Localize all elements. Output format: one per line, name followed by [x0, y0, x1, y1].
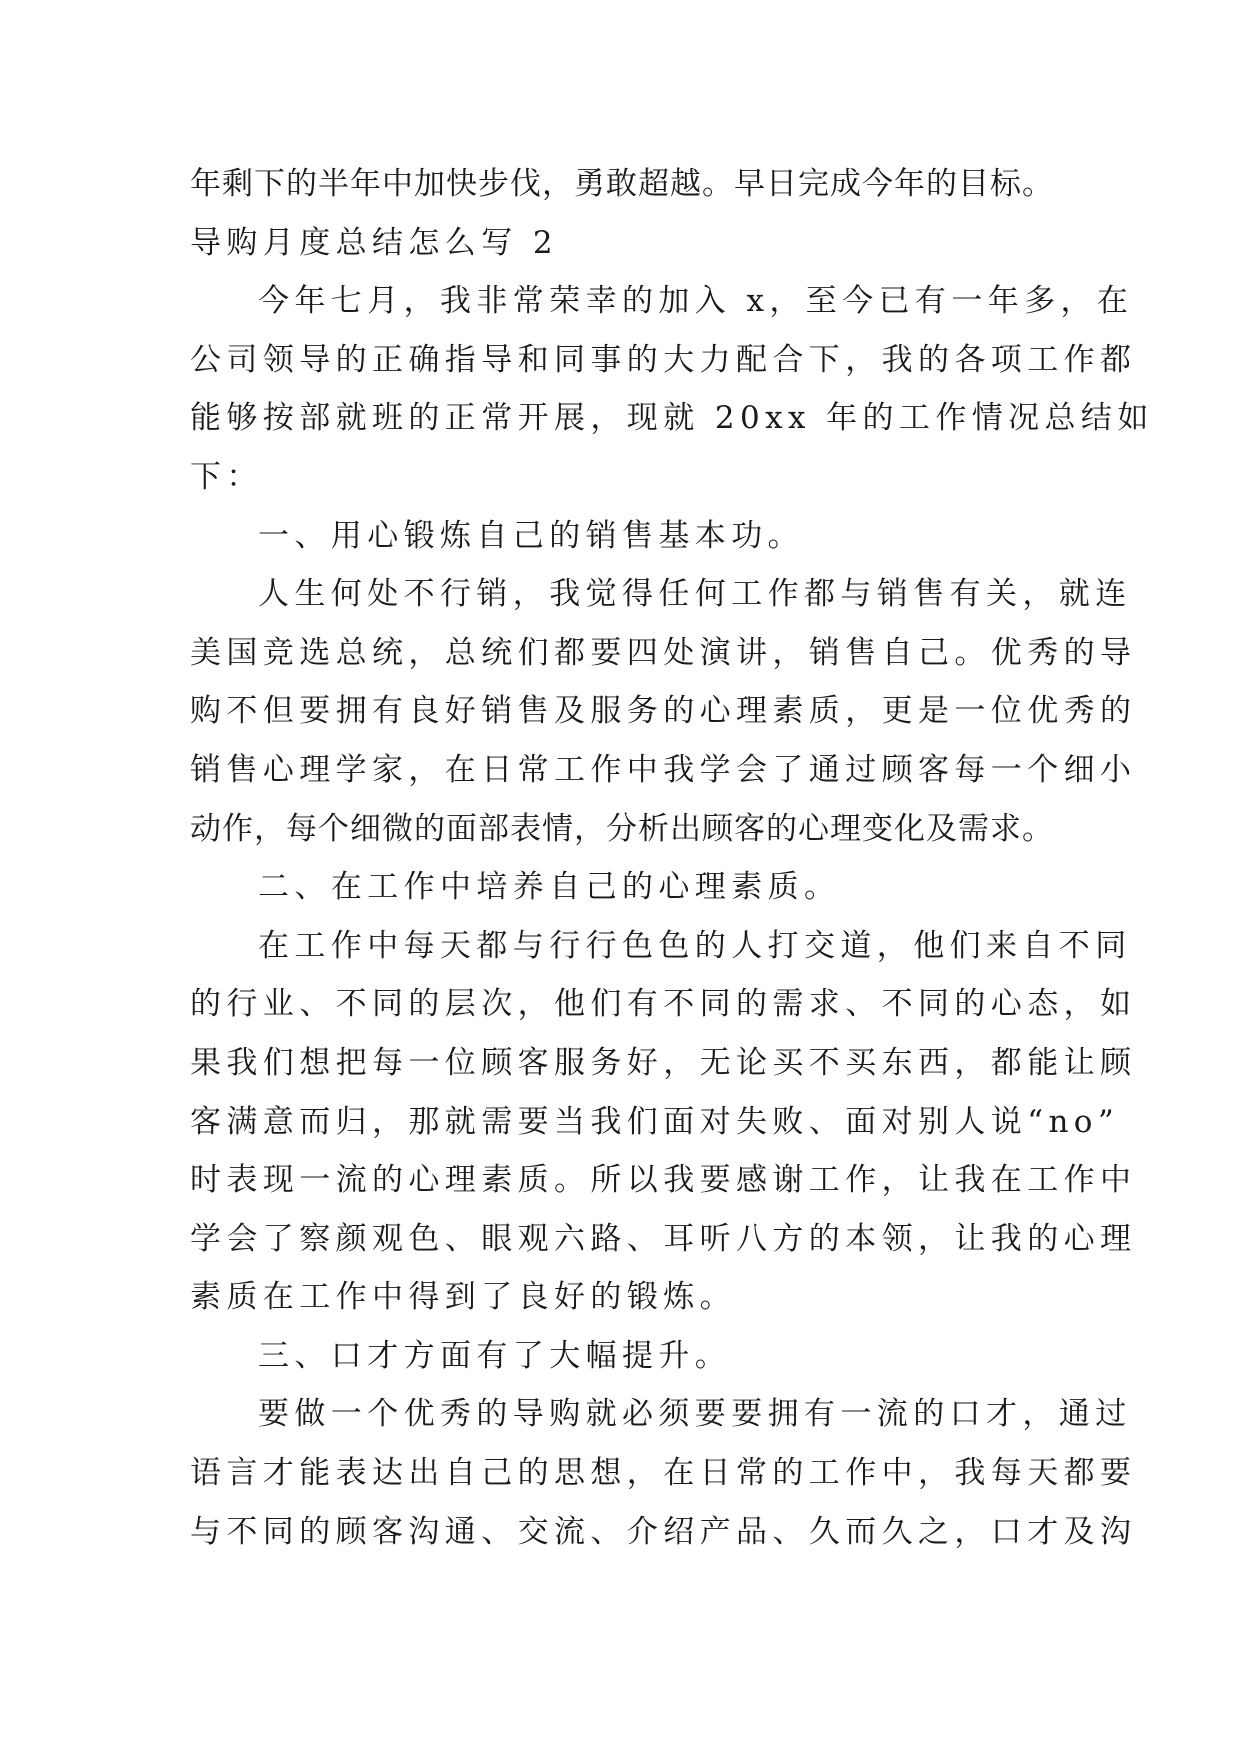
subheading-line: 三、口才方面有了大幅提升。	[258, 1337, 732, 1374]
document-body	[190, 155, 1154, 1561]
paragraph-line: 美国竞选总统，总统们都要四处演讲，销售自己。优秀的导	[190, 634, 1137, 671]
paragraph-line: 人生何处不行销，我觉得任何工作都与销售有关，就连	[258, 576, 1132, 613]
paragraph-line: 语言才能表达出自己的思想，在日常的工作中，我每天都要	[190, 1455, 1137, 1492]
paragraph-line: 能够按部就班的正常开展，现就 20xx 年的工作情况总结如	[190, 400, 1154, 437]
paragraph-line: 素质在工作中得到了良好的锻炼。	[190, 1279, 736, 1316]
paragraph-line: 客满意而归，那就需要当我们面对失败、面对别人说“no”	[190, 1103, 1120, 1140]
section-heading: 导购月度总结怎么写 2	[190, 224, 558, 261]
paragraph-line: 今年七月，我非常荣幸的加入 x，至今已有一年多，在	[258, 283, 1134, 320]
paragraph-line: 购不但要拥有良好销售及服务的心理素质，更是一位优秀的	[190, 693, 1137, 730]
paragraph-line: 销售心理学家，在日常工作中我学会了通过顾客每一个细小	[190, 751, 1137, 788]
paragraph-line: 时表现一流的心理素质。所以我要感谢工作，让我在工作中	[190, 1162, 1137, 1199]
paragraph-line: 与不同的顾客沟通、交流、介绍产品、久而久之，口才及沟	[190, 1513, 1137, 1550]
subheading-line: 一、用心锻炼自己的销售基本功。	[258, 517, 804, 554]
paragraph-line: 在工作中每天都与行行色色的人打交道，他们来自不同	[258, 927, 1132, 964]
paragraph-line: 下：	[190, 458, 263, 495]
paragraph-line: 要做一个优秀的导购就必须要要拥有一流的口才，通过	[258, 1396, 1132, 1433]
paragraph-line: 动作，每个细微的面部表情，分析出顾客的心理变化及需求。	[190, 810, 1054, 847]
text-line: 年剩下的半年中加快步伐，勇敢超越。早日完成今年的目标。	[190, 166, 1054, 202]
subheading-line: 二、在工作中培养自己的心理素质。	[258, 869, 841, 906]
paragraph-line: 学会了察颜观色、眼观六路、耳听八方的本领，让我的心理	[190, 1220, 1137, 1257]
paragraph-line: 的行业、不同的层次，他们有不同的需求、不同的心态，如	[190, 986, 1137, 1023]
paragraph-line: 果我们想把每一位顾客服务好，无论买不买东西，都能让顾	[190, 1044, 1137, 1081]
paragraph-line: 公司领导的正确指导和同事的大力配合下，我的各项工作都	[190, 341, 1137, 378]
